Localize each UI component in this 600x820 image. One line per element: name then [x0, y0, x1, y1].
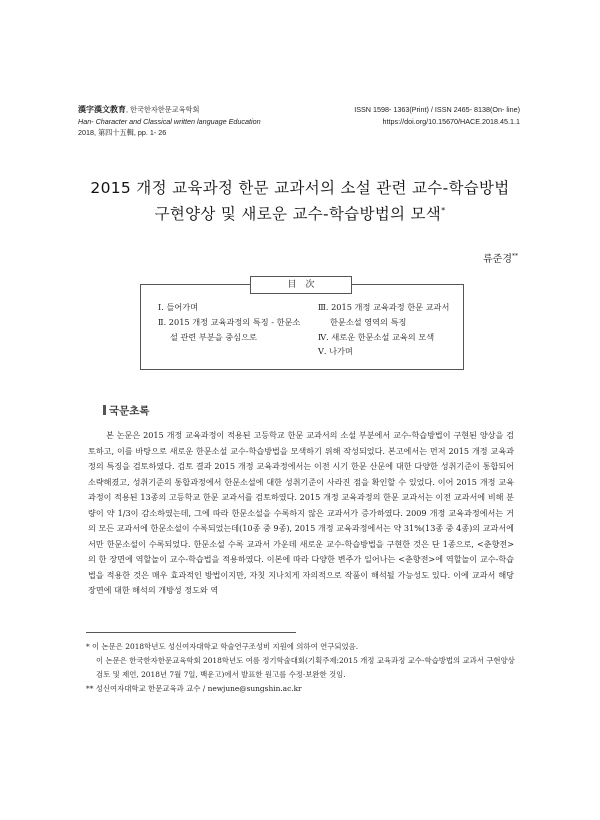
- paper-title-line1: 2015 개정 교육과정 한문 교과서의 소설 관련 교수-학습방법: [90, 179, 510, 197]
- footnote: ** 성신여자대학교 한문교육과 교수 / newjune@sungshin.ac.kr: [86, 684, 302, 693]
- paper-title-line2-text: 구현양상 및 새로운 교수-학습방법의 모색: [154, 205, 442, 223]
- society-name: 한국한자한문교육학회: [130, 105, 200, 114]
- abstract-paragraph: 본 논문은 2015 개정 교육과정이 적용된 고등학교 한문 교과서의 소설 부분에서 교수-학습방법이 구현된 양상을 검토하고, 이를 바탕으로 새로운 한문소설 교수-학습방법을 모색하기 위해 작성되었다. 본고에서는 먼저 2015 개정 교육과정의 특징을 검토하였다. 검토 결과 2015 개정 교육과정에서는 이전 시기 한문 산문에 대한 다양한 성취기준이 통합되어 소략해졌고, 성취기준의 통합과정에서 한문소설에 대한 성취기준이 사라진 점을 확인할 수 있었다. 이어 2015 개정 교육과정이 적용된 13종의 고등학교 한문 교과서를 검토하였다. 2015 개정 교육과정의 한문 교과서는 이전 교과서에 비해 분량이 약 1/3이 감소하였는데, 그에 따라 한문소설을 수록하지 않은 교과서가 증가하였다. 2009 개정 교육과정에서는 거의 모든 교과서에 한문소설이 수록되었는데(10종 중 9종), 2015 개정 교육과정에서는 약 31%(13종 중 4종)의 교과서에서만 한문소설이 수록되었다. 한문소설 수록 교과서 가운데 새로운 교수-학습방법을 구현한 것은 단 1종으로, <춘향전>의 한 장면에 역할놀이 교수-학습법을 적용하였다. 이본에 따라 다양한 변주가 일어나는 <춘향전>에 역할놀이 교수-학습법을 적용한 것은 매우 효과적인 방법이지만, 자칫 지나치게 자의적으로 작품이 해석될 가능성도 있다. 이에 교과서 해당 장면에 대한 해석의 개방성 정도와 역: [88, 430, 514, 595]
- doi[interactable]: https://doi.org/10.15670/HACE.2018.45.1.1: [382, 116, 520, 126]
- abstract-heading: [103, 403, 150, 418]
- paper-title-line2: [60, 202, 540, 224]
- author-footnote-marker[interactable]: **: [512, 252, 518, 260]
- issn: ISSN 1598- 1363(Print) / ISSN 2465- 8138(On- line): [354, 105, 520, 114]
- abstract-heading-text: 국문초록: [109, 405, 150, 417]
- author: [483, 250, 518, 265]
- footnote: 이 논문은 한국한자한문교육학회 2018학년도 여름 정기학술대회(기획주제:2015 개정 교육과정 교수-학습방법의 교과서 구현양상 검토 및 제언, 2018년 7월 7일, 백운고)에서 발표한 원고를 수정·보완한 것임.: [96, 656, 515, 679]
- journal-header-left: 漢字漢文教育, 한국한자한문교육학회 Han- Character and Classical written language Education 2018, 第四十五輯, pp. 1- 26: [78, 105, 261, 137]
- abstract-body: [88, 428, 514, 599]
- toc-left-column: [158, 300, 308, 344]
- footnote: * 이 논문은 2018학년도 성신여자대학교 학술연구조성비 지원에 의하여 연구되었음.: [86, 642, 359, 651]
- title-footnote-marker[interactable]: *: [441, 205, 446, 215]
- journal-header-right: [354, 104, 520, 127]
- footnote-divider: [86, 632, 296, 633]
- toc-item: Ⅲ. 2015 개정 교육과정 한문 교과서 한문소설 영역의 특징: [318, 302, 450, 327]
- toc-item: Ⅴ. 나가며: [318, 346, 353, 357]
- toc-item: Ⅰ. 들어가며: [158, 302, 199, 312]
- heading-bar-icon: [103, 405, 106, 415]
- toc-right-column: [318, 300, 458, 359]
- footnotes: [86, 640, 518, 696]
- journal-title-hanja: 漢字漢文教育: [78, 105, 126, 114]
- author-name: 류준경: [483, 254, 512, 265]
- issue-info: 2018, 第四十五輯, pp. 1- 26: [78, 128, 167, 137]
- toc-item: Ⅳ. 새로운 한문소설 교육의 모색: [318, 331, 435, 342]
- toc-heading: 目 次: [250, 276, 352, 294]
- journal-title-english: Han- Character and Classical written language Education: [78, 116, 261, 126]
- toc-item: Ⅱ. 2015 개정 교육과정의 특징 - 한문소설 관련 부분을 중심으로: [158, 316, 301, 342]
